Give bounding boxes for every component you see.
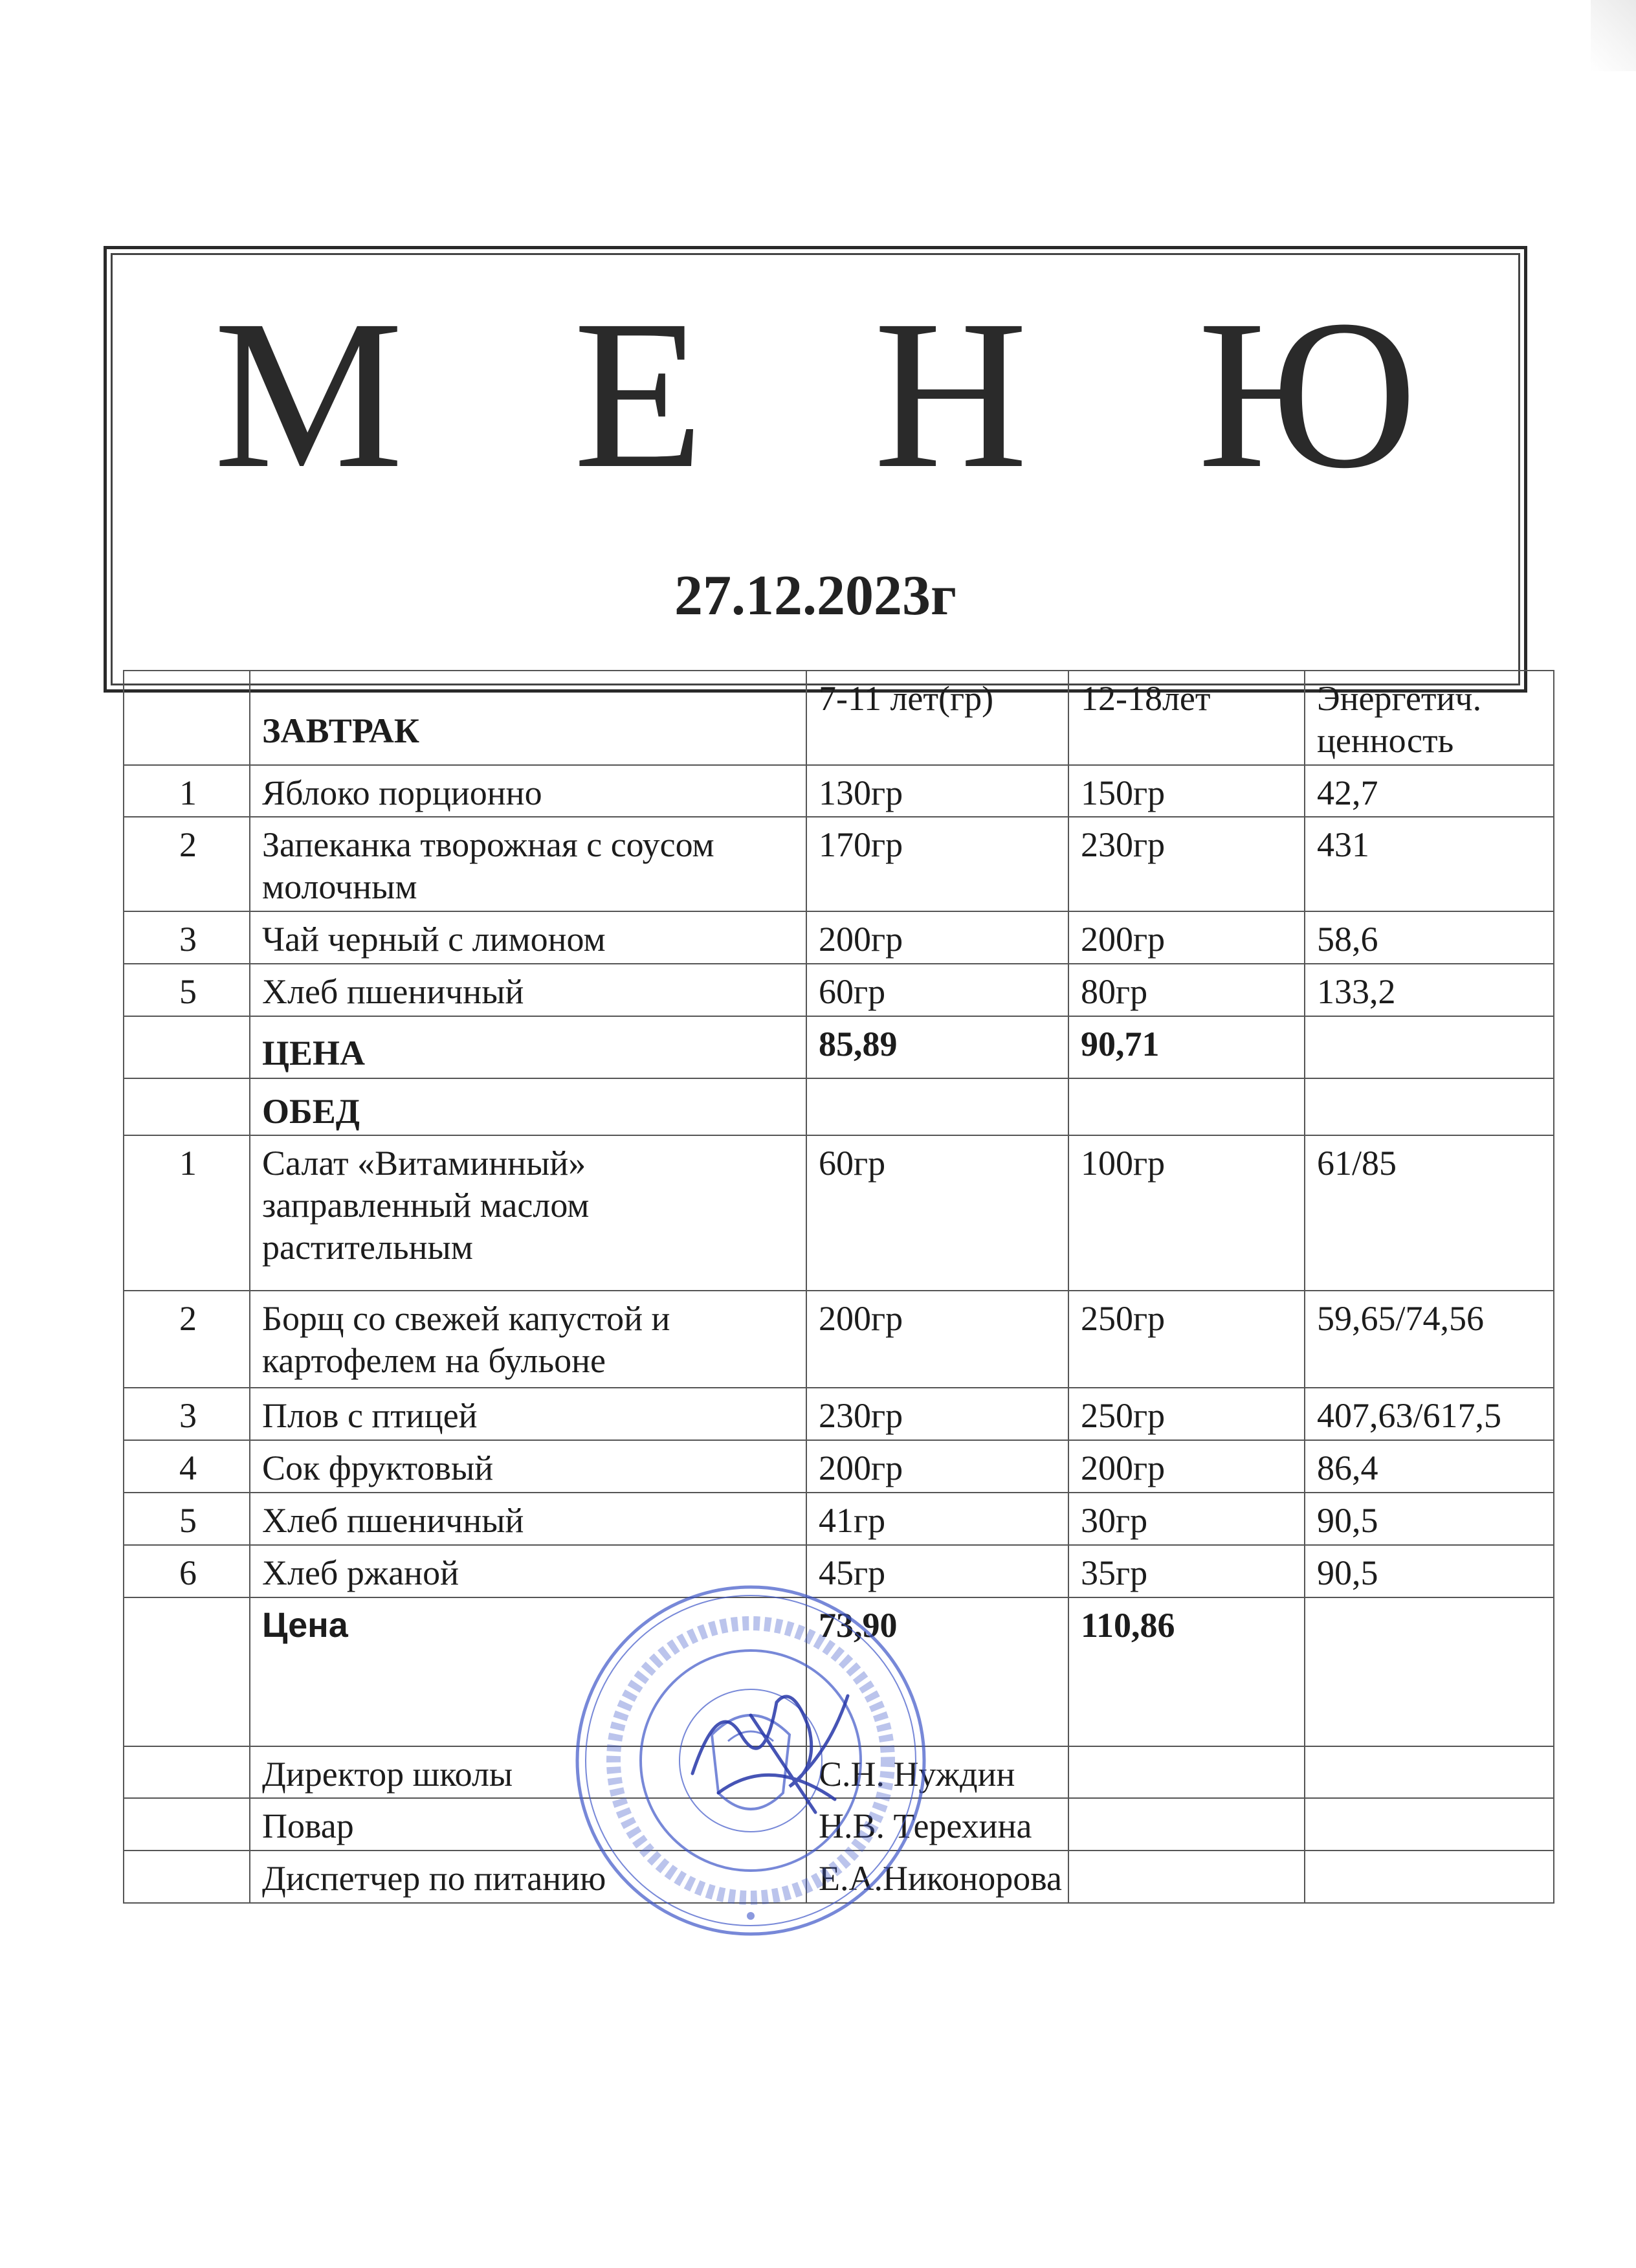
lunch-price-label: Цена: [250, 1597, 806, 1746]
table-row: 1 Яблоко порционно 130гр 150гр 42,7: [124, 765, 1554, 817]
col-header-7-11: 7-11 лет(гр): [806, 671, 1068, 765]
table-row: 2 Запеканка творожная с соусом молочным 170гр 230гр 431: [124, 817, 1554, 911]
table-row: 2 Борщ со свежей капустой и картофелем на бульоне 200гр 250гр 59,65/74,56: [124, 1291, 1554, 1388]
col-header-energy: Энергетич. ценность: [1305, 671, 1554, 765]
breakfast-price-row: [124, 1016, 1554, 1078]
table-row: 4 Сок фруктовый 200гр 200гр 86,4: [124, 1440, 1554, 1493]
signature-name: Е.А.Никонорова: [806, 1851, 1068, 1903]
lunch-heading: ОБЕД: [250, 1078, 806, 1136]
lunch-price-7-11: 73,90: [806, 1597, 1068, 1746]
dish-name: Запеканка творожная с соусом молочным: [250, 817, 806, 911]
title-box: [104, 246, 1527, 693]
dish-name: Сок фруктовый: [250, 1440, 806, 1493]
dish-name: Яблоко порционно: [250, 765, 806, 817]
header-row: [124, 671, 1554, 765]
signature-name: Н.В. Терехина: [806, 1798, 1068, 1851]
breakfast-price-7-11: 85,89: [806, 1016, 1068, 1078]
page-corner-fold: [1591, 0, 1636, 71]
table-row: 5 Хлеб пшеничный 60гр 80гр 133,2: [124, 964, 1554, 1016]
signature-name: С.Н. Нуждин: [806, 1746, 1068, 1799]
table-row: 3 Чай черный с лимоном 200гр 200гр 58,6: [124, 911, 1554, 964]
dish-name: Салат «Витаминный» заправленный маслом растительным: [250, 1135, 806, 1291]
signature-role: Повар: [250, 1798, 806, 1851]
handwritten-signature: [680, 1657, 874, 1825]
lunch-heading-row: [124, 1078, 1554, 1136]
signature-role: Директор школы: [250, 1746, 806, 1799]
col-header-12-18: 12-18лет: [1068, 671, 1305, 765]
table-row: 6 Хлеб ржаной 45гр 35гр 90,5: [124, 1545, 1554, 1597]
dish-name: Чай черный с лимоном: [250, 911, 806, 964]
page-title: М Е Н Ю: [214, 276, 1476, 513]
lunch-price-12-18: 110,86: [1068, 1597, 1305, 1746]
breakfast-price-label: ЦЕНА: [250, 1016, 806, 1078]
signature-role: Диспетчер по питанию: [250, 1851, 806, 1903]
dish-name: Плов с птицей: [250, 1388, 806, 1440]
dish-name: Хлеб ржаной: [250, 1545, 806, 1597]
menu-date: 27.12.2023г: [674, 564, 956, 627]
dish-name: Борщ со свежей капустой и картофелем на бульоне: [250, 1291, 806, 1388]
table-row: 5 Хлеб пшеничный 41гр 30гр 90,5: [124, 1493, 1554, 1545]
dish-name: Хлеб пшеничный: [250, 964, 806, 1016]
breakfast-price-12-18: 90,71: [1068, 1016, 1305, 1078]
table-row: 1 Салат «Витаминный» заправленный маслом растительным 60гр 100гр 61/85: [124, 1135, 1554, 1291]
dish-name: Хлеб пшеничный: [250, 1493, 806, 1545]
table-row: 3 Плов с птицей 230гр 250гр 407,63/617,5: [124, 1388, 1554, 1440]
breakfast-heading: ЗАВТРАК: [250, 671, 806, 765]
